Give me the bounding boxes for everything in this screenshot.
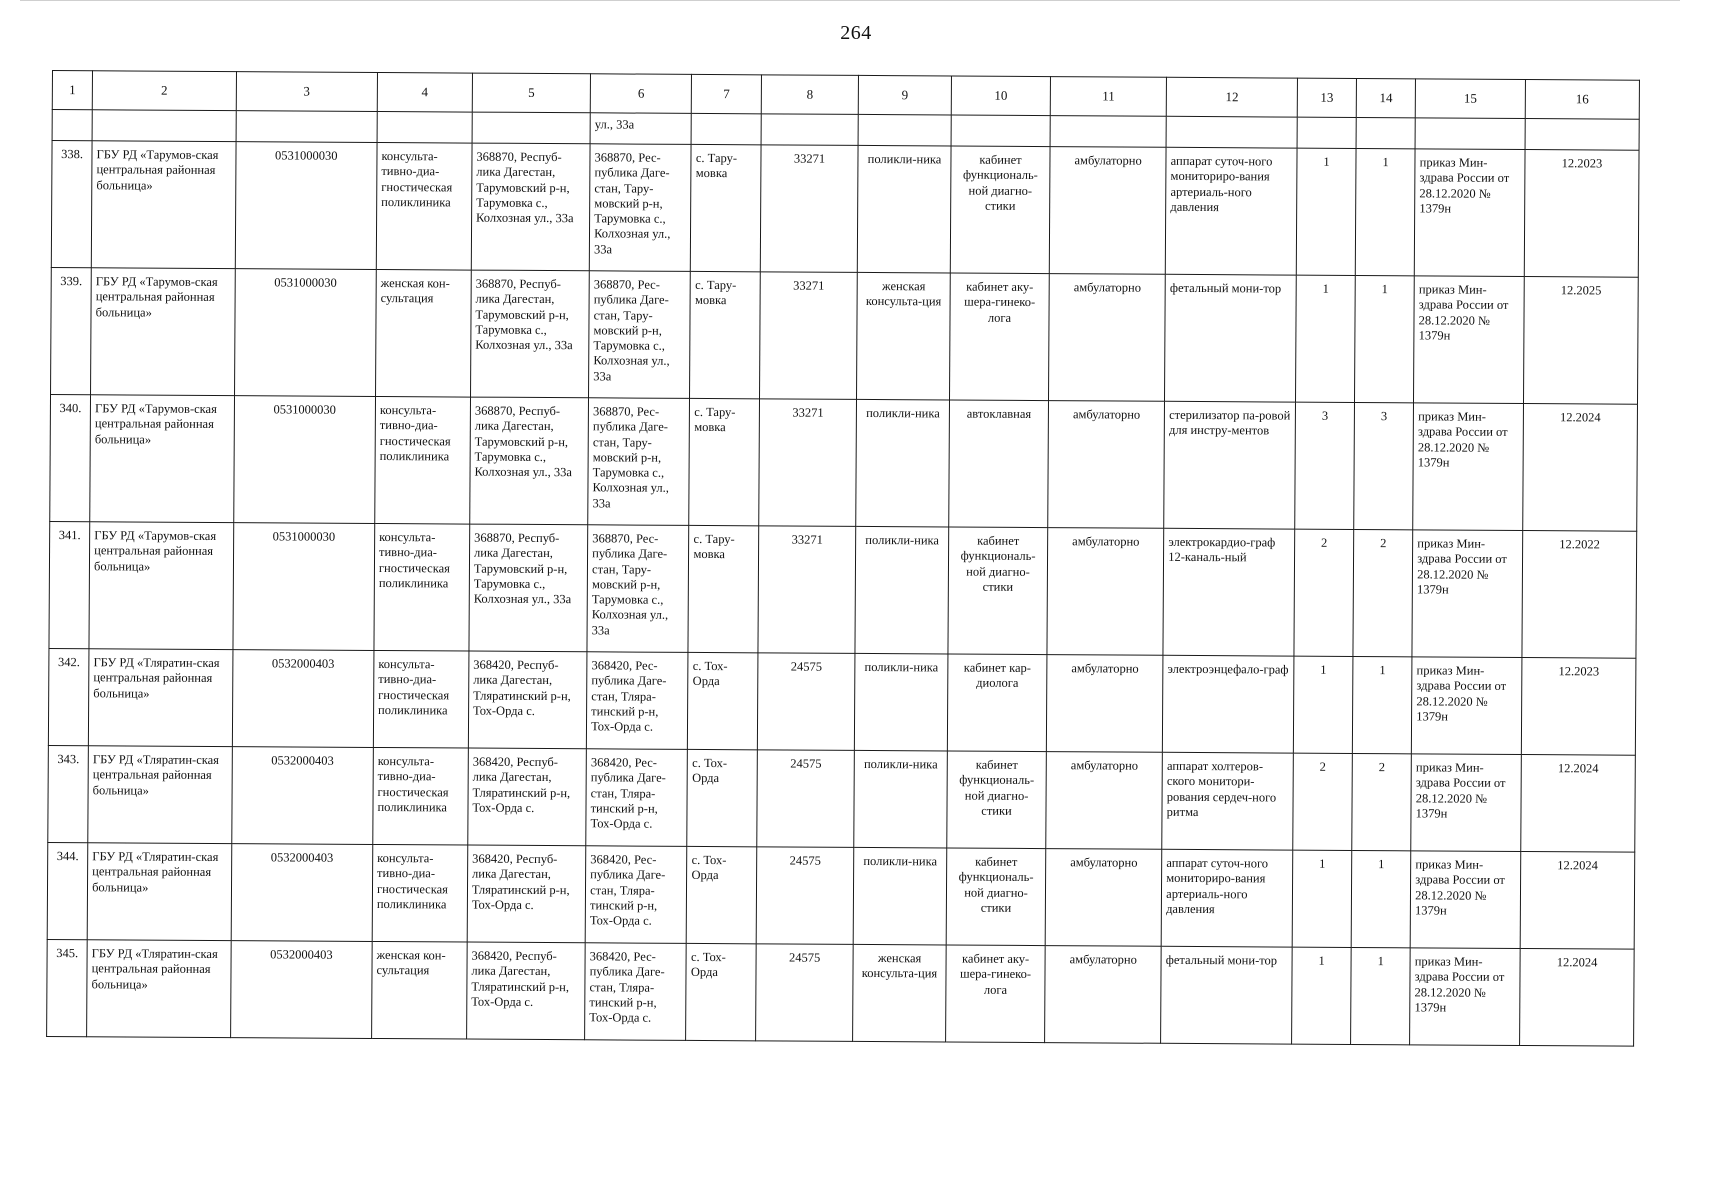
department-type-cell: консульта-тивно-диа-гностическая поликлиника <box>375 396 471 524</box>
code-cell: 0532000403 <box>230 941 372 1039</box>
quantity-required-cell: 2 <box>1293 753 1353 850</box>
row-number-cell: 341. <box>49 521 90 648</box>
quantity-required-cell: 1 <box>1292 850 1352 947</box>
table-cell: ул., 33а <box>590 113 691 145</box>
organization-cell: ГБУ РД «Тарумов-ская центральная районная больница» <box>90 395 234 523</box>
department-type-cell: консульта-тивно-диа-гностическая поликлиника <box>373 650 469 748</box>
table-cell <box>1166 116 1297 148</box>
department-type-cell: консульта-тивно-диа-гностическая поликлиника <box>376 142 472 270</box>
table-row <box>48 648 1636 755</box>
equipment-name-cell: фетальный мони-тор <box>1161 946 1292 1044</box>
unit-cell: поликли-ника <box>854 750 947 848</box>
quantity-required-cell: 2 <box>1294 529 1354 656</box>
code-cell: 0531000030 <box>233 396 375 524</box>
date-cell: 12.2023 <box>1524 149 1639 277</box>
date-cell: 12.2025 <box>1523 276 1638 404</box>
standard-order-cell: приказ Мин-здрава России от 28.12.2020 № 1379н <box>1412 530 1523 658</box>
table-row <box>47 842 1635 949</box>
equipment-name-cell: электрокардио-граф 12-каналь-ный <box>1163 528 1295 656</box>
legal-address-cell: 368870, Респуб-лика Дагестан, Тарумовский р-н, Тарумовка с., Колхозная ул., 33а <box>470 397 589 525</box>
row-number-cell: 338. <box>51 141 92 268</box>
table-row <box>47 939 1635 1046</box>
room-cell: автоклавная <box>949 400 1049 528</box>
table-row <box>48 745 1636 852</box>
table-cell <box>761 114 858 146</box>
oktmo-cell: 24575 <box>756 847 854 945</box>
equipment-name-cell: электроэнцефало-граф <box>1163 655 1294 753</box>
oktmo-cell: 33271 <box>760 145 858 273</box>
row-number-cell: 340. <box>50 394 91 521</box>
settlement-cell: с. Тох-Орда <box>687 749 757 846</box>
equipment-name-cell: стерилизатор па-ровой для инстру-ментов <box>1164 401 1296 529</box>
quantity-required-cell: 3 <box>1295 402 1355 529</box>
department-type-cell: консульта-тивно-диа-гностическая поликлиника <box>374 523 470 651</box>
standard-order-cell: приказ Мин-здрава России от 28.12.2020 № 1379н <box>1414 276 1525 404</box>
room-cell: кабинет аку-шера-гинеко-лога <box>949 273 1049 401</box>
column-header: 11 <box>1050 77 1166 117</box>
legal-address-cell: 368870, Респуб-лика Дагестан, Тарумовский р-н, Тарумовка с., Колхозная ул., 33а <box>469 524 588 652</box>
quantity-cell: 2 <box>1353 529 1413 656</box>
legal-address-cell: 368420, Респуб-лика Дагестан, Тляратинский р-н, Тох-Орда с. <box>468 651 587 749</box>
equipment-name-cell: аппарат суточ-ного мониториро-вания артериаль-ного давления <box>1161 849 1292 947</box>
table-row <box>49 521 1637 658</box>
quantity-cell: 1 <box>1355 148 1415 275</box>
date-cell: 12.2024 <box>1520 851 1635 949</box>
column-header: 4 <box>377 72 472 112</box>
care-condition-cell: амбулаторно <box>1048 401 1165 529</box>
settlement-cell: с. Тару-мовка <box>688 525 758 652</box>
date-cell: 12.2022 <box>1522 530 1637 658</box>
column-header: 7 <box>692 74 762 113</box>
column-header: 9 <box>858 75 951 115</box>
oktmo-cell: 24575 <box>756 944 854 1042</box>
actual-address-cell: 368420, Рес-публика Даге-стан, Тляра-тинский р-н, Тох-Орда с. <box>586 749 688 847</box>
table-cell <box>951 115 1050 147</box>
organization-cell: ГБУ РД «Тляратин-ская центральная районная больница» <box>88 746 232 844</box>
legal-address-cell: 368870, Респуб-лика Дагестан, Тарумовский р-н, Тарумовка с., Колхозная ул., 33а <box>471 143 590 271</box>
care-condition-cell: амбулаторно <box>1046 752 1163 850</box>
department-type-cell: консульта-тивно-диа-гностическая поликлиника <box>373 747 469 845</box>
equipment-name-cell: фетальный мони-тор <box>1165 274 1297 402</box>
unit-cell: поликли-ника <box>857 145 951 273</box>
quantity-cell: 1 <box>1355 275 1415 402</box>
row-number-cell: 343. <box>48 745 89 842</box>
quantity-cell: 1 <box>1352 656 1412 753</box>
care-condition-cell: амбулаторно <box>1049 147 1166 275</box>
table-cell <box>92 110 236 142</box>
actual-address-cell: 368870, Рес-публика Даге-стан, Тару-мовский р-н, Тарумовка с., Колхозная ул., 33а <box>589 144 691 272</box>
equipment-name-cell: аппарат холтеров-ского монитори-рования сердеч-ного ритма <box>1162 752 1293 850</box>
code-cell: 0532000403 <box>231 844 373 942</box>
organization-cell: ГБУ РД «Тарумов-ская центральная районная больница» <box>91 141 235 269</box>
oktmo-cell: 33271 <box>760 272 858 400</box>
standard-order-cell: приказ Мин-здрава России от 28.12.2020 № 1379н <box>1413 403 1524 531</box>
table-cell <box>1356 117 1415 148</box>
equipment-name-cell: аппарат суточ-ного мониториро-вания артериаль-ного давления <box>1165 147 1297 275</box>
column-header: 10 <box>951 76 1050 116</box>
oktmo-cell: 33271 <box>759 399 857 527</box>
actual-address-cell: 368870, Рес-публика Даге-стан, Тару-мовский р-н, Тарумовка с., Колхозная ул., 33а <box>589 271 691 399</box>
settlement-cell: с. Тару-мовка <box>691 144 761 271</box>
page-number: 264 <box>840 22 872 44</box>
column-header: 6 <box>590 74 692 114</box>
column-header: 12 <box>1166 77 1297 117</box>
table-cell <box>236 111 378 143</box>
code-cell: 0532000403 <box>232 650 374 748</box>
table-cell <box>858 114 951 146</box>
column-header: 14 <box>1356 78 1415 117</box>
unit-cell: женская консульта-ция <box>853 944 946 1042</box>
quantity-required-cell: 1 <box>1293 656 1353 753</box>
table-cell <box>377 111 472 143</box>
standard-order-cell: приказ Мин-здрава России от 28.12.2020 № 1379н <box>1412 657 1522 755</box>
date-cell: 12.2024 <box>1523 403 1638 531</box>
quantity-cell: 1 <box>1351 850 1411 947</box>
table-cell <box>1525 118 1639 150</box>
standard-order-cell: приказ Мин-здрава России от 28.12.2020 № 1379н <box>1414 149 1525 277</box>
row-number-cell: 342. <box>48 648 89 745</box>
unit-cell: поликли-ника <box>856 399 950 527</box>
table-cell <box>472 112 590 144</box>
quantity-required-cell: 1 <box>1292 947 1352 1044</box>
actual-address-cell: 368420, Рес-публика Даге-стан, Тляра-тинский р-н, Тох-Орда с. <box>586 652 688 750</box>
standard-order-cell: приказ Мин-здрава России от 28.12.2020 № 1379н <box>1411 754 1521 852</box>
settlement-cell: с. Тох-Орда <box>688 652 758 749</box>
organization-cell: ГБУ РД «Тляратин-ская центральная районная больница» <box>87 843 231 941</box>
quantity-required-cell: 1 <box>1296 275 1356 402</box>
code-cell: 0532000403 <box>231 747 373 845</box>
column-header: 13 <box>1297 78 1356 117</box>
table-cell <box>1415 118 1525 150</box>
oktmo-cell: 24575 <box>757 653 855 751</box>
room-cell: кабинет аку-шера-гинеко-лога <box>946 945 1046 1043</box>
date-cell: 12.2023 <box>1521 657 1636 755</box>
quantity-cell: 3 <box>1354 402 1414 529</box>
department-type-cell: женская кон-сультация <box>375 269 471 397</box>
column-header: 1 <box>52 71 92 110</box>
row-number-cell: 344. <box>47 842 88 939</box>
row-number-cell: 345. <box>47 939 88 1036</box>
standard-order-cell: приказ Мин-здрава России от 28.12.2020 № 1379н <box>1410 948 1520 1046</box>
date-cell: 12.2024 <box>1519 948 1634 1046</box>
organization-cell: ГБУ РД «Тарумов-ская центральная районная больница» <box>91 268 235 396</box>
column-header: 15 <box>1415 79 1525 119</box>
table-row <box>50 394 1638 531</box>
room-cell: кабинет функциональ-ной диагно-стики <box>946 848 1046 946</box>
department-type-cell: консульта-тивно-диа-гностическая поликлиника <box>372 844 468 942</box>
organization-cell: ГБУ РД «Тляратин-ская центральная районная больница» <box>87 940 231 1038</box>
code-cell: 0531000030 <box>234 269 376 397</box>
legal-address-cell: 368870, Респуб-лика Дагестан, Тарумовский р-н, Тарумовка с., Колхозная ул., 33а <box>470 270 589 398</box>
quantity-required-cell: 1 <box>1296 148 1356 275</box>
table-cell <box>1297 117 1356 148</box>
row-number-cell: 339. <box>51 267 92 394</box>
department-type-cell: женская кон-сультация <box>372 941 468 1039</box>
settlement-cell: с. Тох-Орда <box>687 846 757 943</box>
settlement-cell: с. Тару-мовка <box>689 398 759 525</box>
column-header: 3 <box>236 72 378 112</box>
table-cell <box>52 110 92 141</box>
standard-order-cell: приказ Мин-здрава России от 28.12.2020 № 1379н <box>1410 851 1520 949</box>
code-cell: 0531000030 <box>235 142 377 270</box>
room-cell: кабинет кар-диолога <box>947 654 1047 752</box>
table-cell <box>691 113 761 144</box>
table-cell <box>1050 116 1166 148</box>
actual-address-cell: 368420, Рес-публика Даге-стан, Тляра-тинский р-н, Тох-Орда с. <box>585 943 687 1041</box>
column-header: 8 <box>761 75 858 115</box>
table-row <box>51 267 1639 404</box>
unit-cell: женская консульта-ция <box>857 272 951 400</box>
column-header: 16 <box>1525 80 1639 120</box>
column-header: 5 <box>472 73 590 113</box>
care-condition-cell: амбулаторно <box>1045 946 1162 1044</box>
care-condition-cell: амбулаторно <box>1049 274 1166 402</box>
column-header: 2 <box>92 71 236 111</box>
settlement-cell: с. Тох-Орда <box>686 943 756 1040</box>
settlement-cell: с. Тару-мовка <box>690 271 760 398</box>
quantity-cell: 1 <box>1351 947 1411 1044</box>
unit-cell: поликли-ника <box>854 653 947 751</box>
room-cell: кабинет функциональ-ной диагно-стики <box>947 751 1047 849</box>
oktmo-cell: 33271 <box>758 526 856 654</box>
equipment-register-table <box>46 70 1640 1047</box>
date-cell: 12.2024 <box>1521 754 1636 852</box>
actual-address-cell: 368870, Рес-публика Даге-стан, Тару-мовский р-н, Тарумовка с., Колхозная ул., 33а <box>588 398 690 526</box>
care-condition-cell: амбулаторно <box>1046 655 1163 753</box>
organization-cell: ГБУ РД «Тляратин-ская центральная районная больница» <box>88 649 232 747</box>
oktmo-cell: 24575 <box>757 750 855 848</box>
actual-address-cell: 368870, Рес-публика Даге-стан, Тару-мовский р-н, Тарумовка с., Колхозная ул., 33а <box>587 525 689 653</box>
unit-cell: поликли-ника <box>853 847 946 945</box>
room-cell: кабинет функциональ-ной диагно-стики <box>950 146 1050 274</box>
legal-address-cell: 368420, Респуб-лика Дагестан, Тляратинский р-н, Тох-Орда с. <box>468 748 587 846</box>
unit-cell: поликли-ника <box>855 526 949 654</box>
actual-address-cell: 368420, Рес-публика Даге-стан, Тляра-тинский р-н, Тох-Орда с. <box>585 846 687 944</box>
quantity-cell: 2 <box>1352 753 1412 850</box>
room-cell: кабинет функциональ-ной диагно-стики <box>948 527 1048 655</box>
care-condition-cell: амбулаторно <box>1047 528 1164 656</box>
legal-address-cell: 368420, Респуб-лика Дагестан, Тляратинский р-н, Тох-Орда с. <box>467 845 586 943</box>
scan-edge-line <box>20 0 1680 1</box>
legal-address-cell: 368420, Респуб-лика Дагестан, Тляратинский р-н, Тох-Орда с. <box>467 942 586 1040</box>
table-row <box>51 141 1639 278</box>
care-condition-cell: амбулаторно <box>1045 849 1162 947</box>
code-cell: 0531000030 <box>233 523 375 651</box>
organization-cell: ГБУ РД «Тарумов-ская центральная районная больница» <box>89 522 233 650</box>
